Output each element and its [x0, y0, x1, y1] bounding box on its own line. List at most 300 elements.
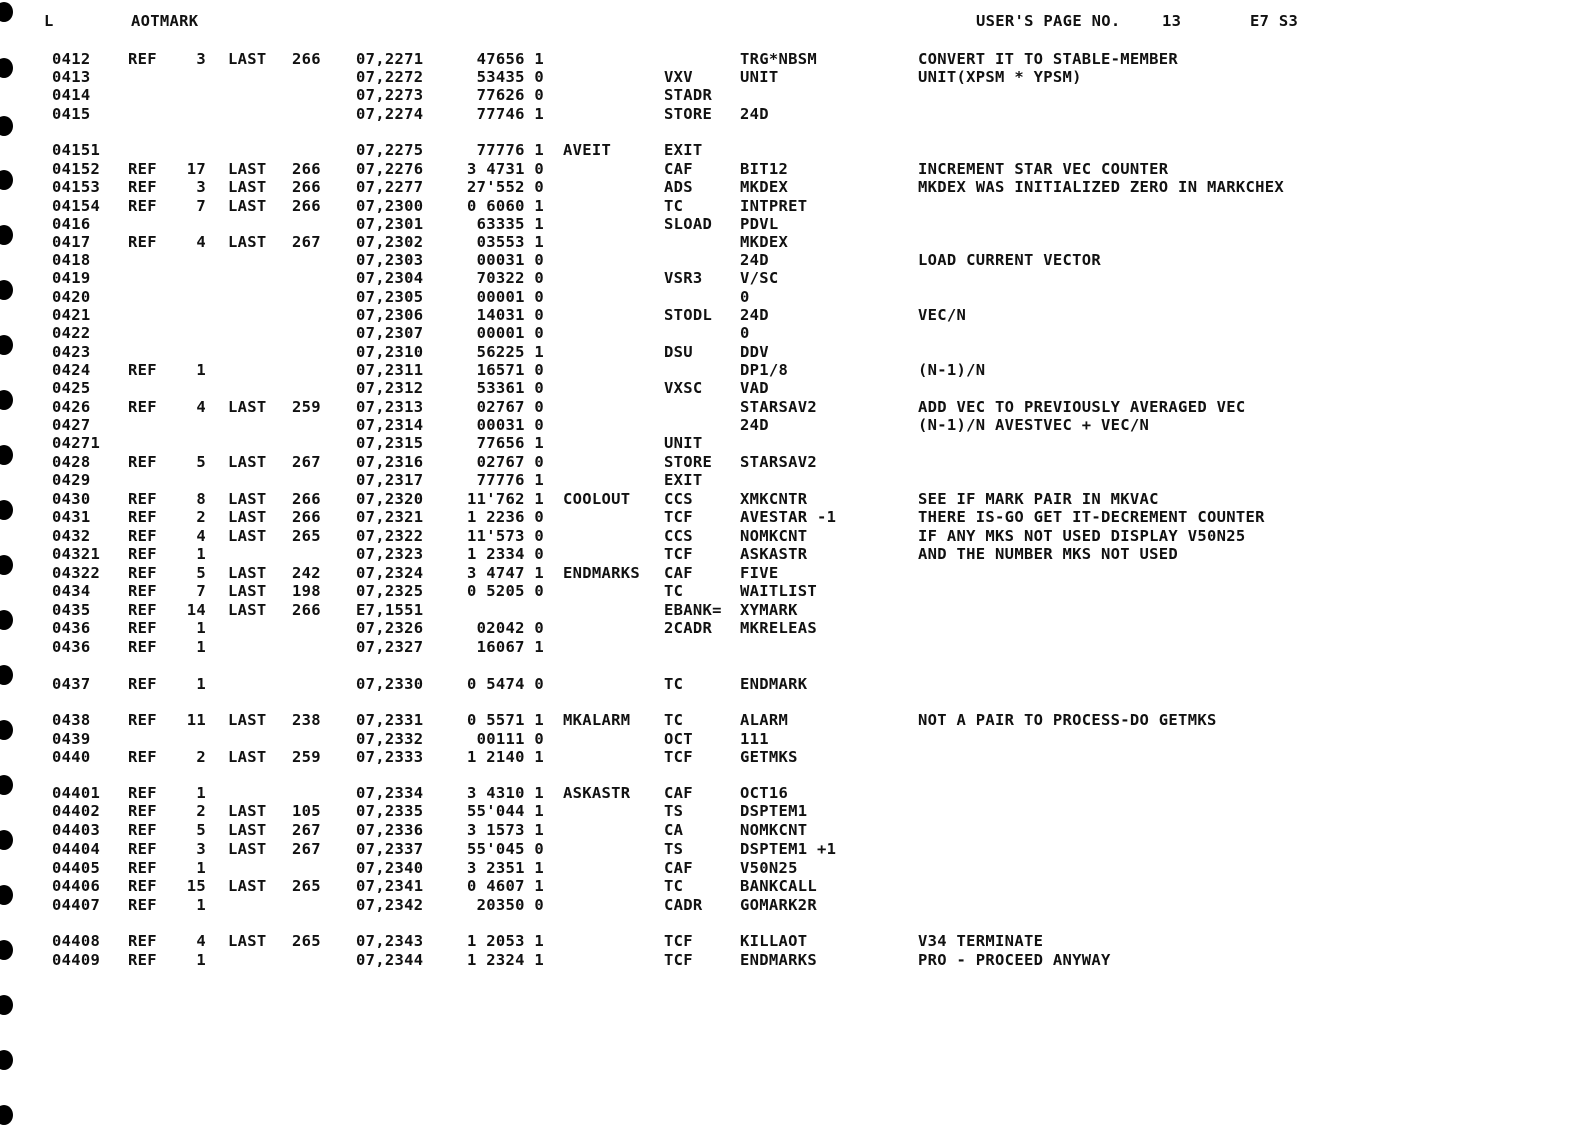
ref-count: 3 [196, 178, 206, 196]
last-marker: LAST [228, 508, 267, 526]
listing-row [0, 306, 1585, 324]
octal-word: 77776 1 [476, 471, 544, 489]
listing-row [0, 178, 1585, 196]
ref-count: 1 [196, 619, 206, 637]
comment: CONVERT IT TO STABLE-MEMBER [918, 50, 1179, 68]
listing-row [0, 932, 1585, 950]
operand: PDVL [740, 215, 779, 233]
octal-word: 55'044 1 [466, 802, 544, 820]
operand: BANKCALL [740, 877, 818, 895]
line-number: 04153 [52, 178, 101, 196]
line-number: 04404 [52, 840, 101, 858]
line-number: 0436 [52, 619, 91, 637]
comment: ADD VEC TO PREVIOUSLY AVERAGED VEC [918, 398, 1246, 416]
address: 07,2307 [356, 324, 424, 342]
operand: NOMKCNT [740, 527, 808, 545]
ref-marker: REF [128, 233, 157, 251]
operand: V/SC [740, 269, 779, 287]
last-page: 265 [292, 932, 321, 950]
last-page: 267 [292, 233, 321, 251]
opcode: CCS [664, 490, 693, 508]
operand: NOMKCNT [740, 821, 808, 839]
address: 07,2305 [356, 288, 424, 306]
last-page: 198 [292, 582, 321, 600]
operand: XYMARK [740, 601, 798, 619]
ref-count: 5 [196, 564, 206, 582]
ref-count: 4 [196, 233, 206, 251]
address: 07,2301 [356, 215, 424, 233]
ref-count: 5 [196, 453, 206, 471]
last-page: 265 [292, 527, 321, 545]
program-name: AOTMARK [131, 12, 199, 30]
listing-row [0, 160, 1585, 178]
line-number: 0434 [52, 582, 91, 600]
last-page: 105 [292, 802, 321, 820]
line-number: 0431 [52, 508, 91, 526]
listing-row [0, 896, 1585, 914]
opcode: CAF [664, 784, 693, 802]
operand: DSPTEM1 [740, 802, 808, 820]
last-page: 266 [292, 490, 321, 508]
ref-count: 2 [196, 508, 206, 526]
operand: 24D [740, 416, 769, 434]
operand: 24D [740, 251, 769, 269]
octal-word: 77776 1 [476, 141, 544, 159]
address: 07,2277 [356, 178, 424, 196]
octal-word: 56225 1 [476, 343, 544, 361]
line-number: 04405 [52, 859, 101, 877]
operand: MKDEX [740, 233, 789, 251]
last-marker: LAST [228, 50, 267, 68]
opcode: STADR [664, 86, 713, 104]
ref-marker: REF [128, 564, 157, 582]
ref-count: 2 [196, 748, 206, 766]
listing-row [0, 288, 1585, 306]
line-number: 0416 [52, 215, 91, 233]
ref-count: 1 [196, 951, 206, 969]
ref-count: 15 [186, 877, 206, 895]
operand: AVESTAR -1 [740, 508, 837, 526]
opcode: EXIT [664, 471, 703, 489]
address: 07,2306 [356, 306, 424, 324]
revision-label: E7 S3 [1250, 12, 1299, 30]
octal-word: 03553 1 [476, 233, 544, 251]
octal-word: 3 4747 1 [466, 564, 544, 582]
listing-row [0, 68, 1585, 86]
address: 07,2273 [356, 86, 424, 104]
operand: UNIT [740, 68, 779, 86]
ref-marker: REF [128, 877, 157, 895]
operand: BIT12 [740, 160, 789, 178]
address: 07,2334 [356, 784, 424, 802]
listing-row [0, 802, 1585, 820]
last-page: 266 [292, 601, 321, 619]
header-marker: L [44, 12, 54, 30]
line-number: 0421 [52, 306, 91, 324]
ref-marker: REF [128, 527, 157, 545]
listing-row [0, 215, 1585, 233]
line-number: 0436 [52, 638, 91, 656]
address: 07,2303 [356, 251, 424, 269]
listing-row [0, 105, 1585, 123]
address: 07,2316 [356, 453, 424, 471]
octal-word: 3 4310 1 [466, 784, 544, 802]
ref-count: 1 [196, 896, 206, 914]
operand: KILLAOT [740, 932, 808, 950]
opcode: VSR3 [664, 269, 703, 287]
line-number: 04406 [52, 877, 101, 895]
line-number: 0412 [52, 50, 91, 68]
listing-row [0, 748, 1585, 766]
line-number: 04407 [52, 896, 101, 914]
line-number: 0432 [52, 527, 91, 545]
line-number: 04322 [52, 564, 101, 582]
ref-marker: REF [128, 601, 157, 619]
symbol-label: MKALARM [563, 711, 631, 729]
punch-hole [0, 1105, 13, 1125]
octal-word: 1 2140 1 [466, 748, 544, 766]
opcode: TCF [664, 748, 693, 766]
last-page: 267 [292, 840, 321, 858]
listing-row [0, 877, 1585, 895]
ref-marker: REF [128, 582, 157, 600]
octal-word: 1 2324 1 [466, 951, 544, 969]
line-number: 0415 [52, 105, 91, 123]
address: 07,2315 [356, 434, 424, 452]
address: 07,2320 [356, 490, 424, 508]
line-number: 0422 [52, 324, 91, 342]
octal-word: 3 1573 1 [466, 821, 544, 839]
line-number: 0435 [52, 601, 91, 619]
address: 07,2344 [356, 951, 424, 969]
line-number: 04402 [52, 802, 101, 820]
line-number: 04152 [52, 160, 101, 178]
opcode: STORE [664, 105, 713, 123]
octal-word: 14031 0 [476, 306, 544, 324]
opcode: TS [664, 840, 684, 858]
listing-row [0, 453, 1585, 471]
opcode: TCF [664, 508, 693, 526]
opcode: TC [664, 675, 684, 693]
address: 07,2337 [356, 840, 424, 858]
line-number: 0419 [52, 269, 91, 287]
operand: V50N25 [740, 859, 798, 877]
listing-row [0, 434, 1585, 452]
ref-marker: REF [128, 784, 157, 802]
listing-row [0, 784, 1585, 802]
comment: INCREMENT STAR VEC COUNTER [918, 160, 1169, 178]
opcode: TCF [664, 951, 693, 969]
line-number: 0429 [52, 471, 91, 489]
address: 07,2302 [356, 233, 424, 251]
last-marker: LAST [228, 711, 267, 729]
operand: ENDMARK [740, 675, 808, 693]
ref-marker: REF [128, 490, 157, 508]
opcode: ADS [664, 178, 693, 196]
listing-row [0, 711, 1585, 729]
listing-row [0, 821, 1585, 839]
address: 07,2311 [356, 361, 424, 379]
page-label: USER'S PAGE NO. [976, 12, 1121, 30]
octal-word: 0 5205 0 [466, 582, 544, 600]
ref-count: 3 [196, 840, 206, 858]
ref-count: 4 [196, 527, 206, 545]
comment: SEE IF MARK PAIR IN MKVAC [918, 490, 1159, 508]
comment: THERE IS-GO GET IT-DECREMENT COUNTER [918, 508, 1265, 526]
last-marker: LAST [228, 840, 267, 858]
line-number: 0427 [52, 416, 91, 434]
listing-row [0, 233, 1585, 251]
address: 07,2275 [356, 141, 424, 159]
octal-word: 00031 0 [476, 416, 544, 434]
ref-count: 7 [196, 582, 206, 600]
octal-word: 70322 0 [476, 269, 544, 287]
ref-marker: REF [128, 821, 157, 839]
line-number: 0428 [52, 453, 91, 471]
last-marker: LAST [228, 233, 267, 251]
line-number: 04151 [52, 141, 101, 159]
octal-word: 00031 0 [476, 251, 544, 269]
opcode: DSU [664, 343, 693, 361]
address: 07,2323 [356, 545, 424, 563]
line-number: 0413 [52, 68, 91, 86]
ref-count: 1 [196, 859, 206, 877]
comment: PRO - PROCEED ANYWAY [918, 951, 1111, 969]
last-marker: LAST [228, 178, 267, 196]
ref-marker: REF [128, 859, 157, 877]
last-marker: LAST [228, 601, 267, 619]
last-page: 259 [292, 748, 321, 766]
operand: VAD [740, 379, 769, 397]
address: 07,2322 [356, 527, 424, 545]
ref-count: 4 [196, 398, 206, 416]
last-page: 238 [292, 711, 321, 729]
operand: 111 [740, 730, 769, 748]
page-header [0, 12, 1585, 34]
listing-row [0, 582, 1585, 600]
operand: XMKCNTR [740, 490, 808, 508]
opcode: EXIT [664, 141, 703, 159]
operand: DDV [740, 343, 769, 361]
address: 07,2314 [356, 416, 424, 434]
operand: 24D [740, 105, 769, 123]
last-page: 266 [292, 508, 321, 526]
line-number: 04408 [52, 932, 101, 950]
ref-count: 2 [196, 802, 206, 820]
listing-row [0, 527, 1585, 545]
line-number: 0420 [52, 288, 91, 306]
operand: STARSAV2 [740, 398, 818, 416]
octal-word: 63335 1 [476, 215, 544, 233]
octal-word: 00001 0 [476, 324, 544, 342]
octal-word: 1 2236 0 [466, 508, 544, 526]
line-number: 0424 [52, 361, 91, 379]
listing-row [0, 379, 1585, 397]
last-page: 267 [292, 453, 321, 471]
opcode: STORE [664, 453, 713, 471]
line-number: 0440 [52, 748, 91, 766]
address: 07,2276 [356, 160, 424, 178]
last-marker: LAST [228, 564, 267, 582]
octal-word: 27'552 0 [466, 178, 544, 196]
listing-row [0, 508, 1585, 526]
address: 07,2304 [356, 269, 424, 287]
line-number: 0430 [52, 490, 91, 508]
octal-word: 0 4607 1 [466, 877, 544, 895]
operand: GETMKS [740, 748, 798, 766]
ref-marker: REF [128, 711, 157, 729]
address: 07,2335 [356, 802, 424, 820]
opcode: CAF [664, 564, 693, 582]
opcode: STODL [664, 306, 713, 324]
line-number: 04321 [52, 545, 101, 563]
address: 07,2336 [356, 821, 424, 839]
listing-row [0, 638, 1585, 656]
ref-count: 5 [196, 821, 206, 839]
comment: MKDEX WAS INITIALIZED ZERO IN MARKCHEX [918, 178, 1285, 196]
ref-marker: REF [128, 951, 157, 969]
last-marker: LAST [228, 821, 267, 839]
listing-row [0, 197, 1585, 215]
listing-row [0, 564, 1585, 582]
line-number: 0414 [52, 86, 91, 104]
ref-marker: REF [128, 802, 157, 820]
ref-marker: REF [128, 638, 157, 656]
ref-count: 11 [186, 711, 206, 729]
ref-count: 17 [186, 160, 206, 178]
opcode: OCT [664, 730, 693, 748]
symbol-label: AVEIT [563, 141, 612, 159]
operand: 0 [740, 288, 750, 306]
last-page: 266 [292, 197, 321, 215]
ref-count: 3 [196, 50, 206, 68]
ref-count: 1 [196, 545, 206, 563]
address: 07,2313 [356, 398, 424, 416]
listing-row [0, 269, 1585, 287]
operand: ENDMARKS [740, 951, 818, 969]
operand: OCT16 [740, 784, 789, 802]
octal-word: 0 5571 1 [466, 711, 544, 729]
ref-marker: REF [128, 361, 157, 379]
listing-row [0, 416, 1585, 434]
line-number: 04271 [52, 434, 101, 452]
last-page: 266 [292, 50, 321, 68]
ref-marker: REF [128, 675, 157, 693]
operand: 24D [740, 306, 769, 324]
operand: ALARM [740, 711, 789, 729]
octal-word: 00111 0 [476, 730, 544, 748]
opcode: CAF [664, 859, 693, 877]
octal-word: 16571 0 [476, 361, 544, 379]
comment: LOAD CURRENT VECTOR [918, 251, 1102, 269]
line-number: 04401 [52, 784, 101, 802]
opcode: UNIT [664, 434, 703, 452]
ref-marker: REF [128, 197, 157, 215]
listing-row [0, 398, 1585, 416]
listing-row [0, 343, 1585, 361]
opcode: TCF [664, 545, 693, 563]
opcode: TCF [664, 932, 693, 950]
address: 07,2317 [356, 471, 424, 489]
last-page: 266 [292, 178, 321, 196]
address: 07,2332 [356, 730, 424, 748]
opcode: TC [664, 877, 684, 895]
octal-word: 77626 0 [476, 86, 544, 104]
ref-marker: REF [128, 178, 157, 196]
listing-row [0, 251, 1585, 269]
last-marker: LAST [228, 490, 267, 508]
comment: (N-1)/N AVESTVEC + VEC/N [918, 416, 1150, 434]
last-marker: LAST [228, 527, 267, 545]
ref-count: 1 [196, 361, 206, 379]
address: 07,2325 [356, 582, 424, 600]
address: 07,2330 [356, 675, 424, 693]
octal-word: 16067 1 [476, 638, 544, 656]
comment: IF ANY MKS NOT USED DISPLAY V50N25 [918, 527, 1246, 545]
opcode: VXV [664, 68, 693, 86]
octal-word: 3 2351 1 [466, 859, 544, 877]
ref-marker: REF [128, 50, 157, 68]
ref-marker: REF [128, 748, 157, 766]
ref-marker: REF [128, 619, 157, 637]
line-number: 04154 [52, 197, 101, 215]
listing-row [0, 840, 1585, 858]
octal-word: 3 4731 0 [466, 160, 544, 178]
ref-count: 14 [186, 601, 206, 619]
line-number: 0438 [52, 711, 91, 729]
address: 07,2274 [356, 105, 424, 123]
opcode: EBANK= [664, 601, 722, 619]
comment: (N-1)/N [918, 361, 986, 379]
opcode: VXSC [664, 379, 703, 397]
listing-row [0, 361, 1585, 379]
line-number: 0423 [52, 343, 91, 361]
last-page: 265 [292, 877, 321, 895]
symbol-label: COOLOUT [563, 490, 631, 508]
opcode: TC [664, 711, 684, 729]
last-marker: LAST [228, 748, 267, 766]
operand: WAITLIST [740, 582, 818, 600]
last-page: 259 [292, 398, 321, 416]
last-marker: LAST [228, 398, 267, 416]
line-number: 0417 [52, 233, 91, 251]
address: 07,2272 [356, 68, 424, 86]
line-number: 0418 [52, 251, 91, 269]
address: 07,2340 [356, 859, 424, 877]
listing-row [0, 324, 1585, 342]
punch-hole [0, 1050, 13, 1070]
listing-row [0, 141, 1585, 159]
operand: FIVE [740, 564, 779, 582]
ref-marker: REF [128, 453, 157, 471]
listing-row [0, 951, 1585, 969]
octal-word: 53435 0 [476, 68, 544, 86]
last-marker: LAST [228, 877, 267, 895]
punch-hole [0, 995, 13, 1015]
operand: TRG*NBSM [740, 50, 818, 68]
opcode: TC [664, 582, 684, 600]
address: 07,2300 [356, 197, 424, 215]
ref-count: 1 [196, 675, 206, 693]
ref-marker: REF [128, 896, 157, 914]
last-marker: LAST [228, 932, 267, 950]
symbol-label: ENDMARKS [563, 564, 641, 582]
listing-row [0, 471, 1585, 489]
address: 07,2326 [356, 619, 424, 637]
line-number: 04403 [52, 821, 101, 839]
listing-row [0, 730, 1585, 748]
address: 07,2321 [356, 508, 424, 526]
